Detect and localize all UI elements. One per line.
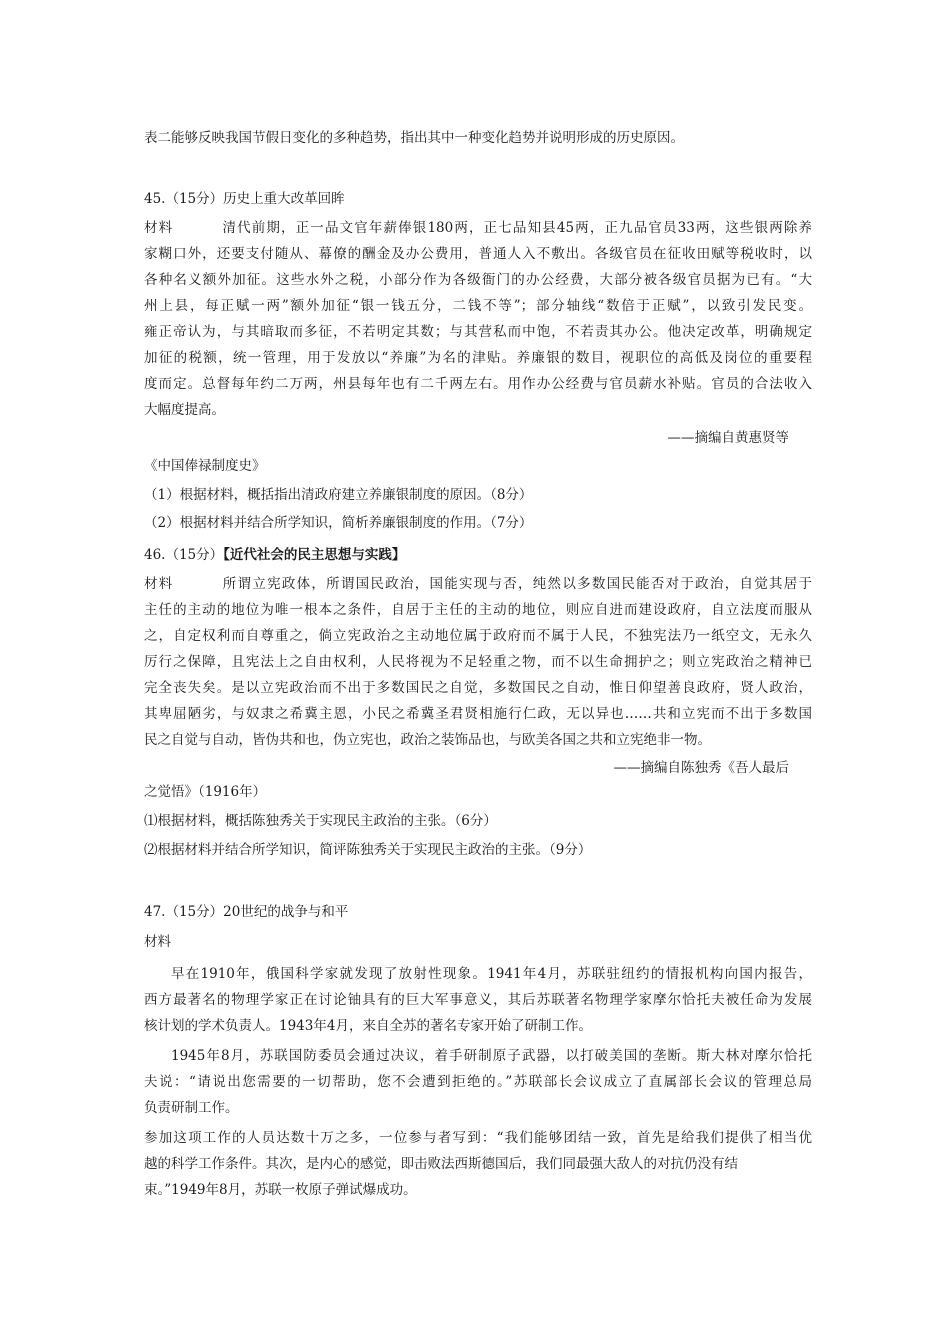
- q47-para3-line: 越的科学工作条件。其次，是内心的感觉，即击败法西斯德国后，我们同最强大敌人的对抗仍没有结: [144, 1156, 738, 1172]
- q46-subquestion-1: ⑴根据材料，概括陈独秀关于实现民主政治的主张。（6分）: [144, 813, 497, 829]
- q47-para2-line: 负责研制工作。: [144, 1100, 239, 1116]
- q47-material-label: 材料: [144, 934, 171, 950]
- q46-text-line: 民之自觉与自动，皆伪共和也，伪立宪也，政治之装饰品也，与欧美各国之共和立宪绝非一物。: [144, 732, 711, 748]
- q45-text-line: 州上县，每正赋一两”额外加征“银一钱五分，二钱不等”；部分轴线“数倍于正赋”，以致引发民变。: [144, 298, 812, 314]
- q47-para2-line: 夫说：“请说出您需要的一切帮助，您不会遭到拒绝的。”苏联部长会议成立了直属部长会议的管理总局: [144, 1074, 812, 1090]
- q46-header-prefix: 46.（15分）: [144, 547, 224, 563]
- q45-subquestion-2: （2）根据材料并结合所学知识，简析养廉银制度的作用。（7分）: [144, 515, 533, 531]
- q47-para3-line: 束。”1949年8月，苏联一枚原子弹试爆成功。: [144, 1182, 417, 1198]
- q47-para1-line: 核计划的学术负责人。1943年4月，来自全苏的著名专家开始了研制工作。: [144, 1018, 592, 1034]
- q46-source-line-1: ——摘编自陈独秀《吾人最后: [613, 760, 789, 776]
- q45-text-line: 度而定。总督每年约二万两，州县每年也有二千两左右。用作办公经费与官员薪水补贴。官员的合法收入: [144, 376, 812, 392]
- q46-header-title: 【近代社会的民主思想与实践】: [223, 547, 406, 563]
- q45-text-line: 家糊口外，还要支付随从、幕僚的酬金及办公费用，普通人入不敷出。各级官员在征收田赋等税收时，以: [144, 246, 812, 262]
- q46-header: [144, 544, 812, 566]
- q45-text-line: 大幅度提高。: [144, 402, 225, 418]
- q46-text-line: 所谓立宪政体，所谓国民政治，国能实现与否，纯然以多数国民能否对于政治，自觉其居于: [221, 576, 812, 592]
- q46-text-line: 其卑屈陋劣，与奴隶之希冀主恩，小民之希冀圣君贤相施行仁政，无以异也……共和立宪而不出于多数国: [144, 706, 812, 722]
- q45-material-line-1: [144, 217, 812, 239]
- q47-para1-line: 早在1910年，俄国科学家就发现了放射性现象。1941年4月，苏联驻纽约的情报机构向国内报告，: [171, 966, 812, 982]
- q46-source-line-2: 之觉悟》（1916年）: [144, 784, 267, 800]
- q47-header: 47.（15分）20世纪的战争与和平: [144, 904, 349, 920]
- q45-header: 45.（15分）历史上重大改革回眸: [144, 191, 345, 207]
- q46-text-line: 厉行之保障，且宪法上之自由权利，人民将视为不足轻重之物，而不以生命拥护之；则立宪政治之精神已: [144, 654, 812, 670]
- q46-text-line: 主任的主动的地位为唯一根本之条件，自居于主任的主动的地位，则应自进而建设政府，自立法度而服从: [144, 602, 812, 618]
- q46-text-line: 完全丧失矣。是以立宪政治而不出于多数国民之自觉，多数国民之自动，惟日仰望善良政府，贤人政治，: [144, 680, 812, 696]
- q47-para2-line: 1945年8月，苏联国防委员会通过决议，着手研制原子武器，以打破美国的垄断。斯大林对摩尔恰托: [171, 1048, 812, 1064]
- q47-para1-line: 西方最著名的物理学家正在讨论铀具有的巨大军事意义，其后苏联著名物理学家摩尔恰托夫被任命为发展: [144, 992, 812, 1008]
- q46-material-line-1: [144, 573, 812, 595]
- q45-source-line-1: ——摘编自黄惠贤等: [667, 430, 789, 446]
- q45-material-label: 材料: [144, 220, 174, 236]
- q45-subquestion-1: （1）根据材料，概括指出清政府建立养廉银制度的原因。（8分）: [144, 487, 533, 503]
- q47-para3-line: 参加这项工作的人员达数十万之多，一位参与者写到：“我们能够团结一致，首先是给我们提供了相当优: [144, 1130, 812, 1146]
- q45-source-line-2: 《中国俸禄制度史》: [144, 458, 266, 474]
- q46-material-label: 材料: [144, 576, 174, 592]
- q45-text-line: 清代前期，正一品文官年薪俸银180两，正七品知县45两，正九品官员33两，这些银两除养: [221, 220, 812, 236]
- q45-text-line: 雍正帝认为，与其暗取而多征，不若明定其数；与其营私而中饱，不若责其办公。他决定改革，明确规定: [144, 324, 812, 340]
- q46-text-line: 之，自定权利而自尊重之，倘立宪政治之主动地位属于政府而不属于人民，不独宪法乃一纸空文，无永久: [144, 628, 812, 644]
- intro-text: 表二能够反映我国节假日变化的多种趋势，指出其中一种变化趋势并说明形成的历史原因。: [144, 130, 684, 146]
- q45-text-line: 各种名义额外加征。这些水外之税，小部分作为各级衙门的办公经费，大部分被各级官员据为已有。“大: [144, 272, 812, 288]
- q45-text-line: 加征的税额，统一管理，用于发放以“养廉”为名的津贴。养廉银的数目，视职位的高低及岗位的重要程: [144, 350, 812, 366]
- document-page: [144, 0, 812, 1344]
- q46-subquestion-2: ⑵根据材料并结合所学知识，简评陈独秀关于实现民主政治的主张。（9分）: [144, 842, 592, 858]
